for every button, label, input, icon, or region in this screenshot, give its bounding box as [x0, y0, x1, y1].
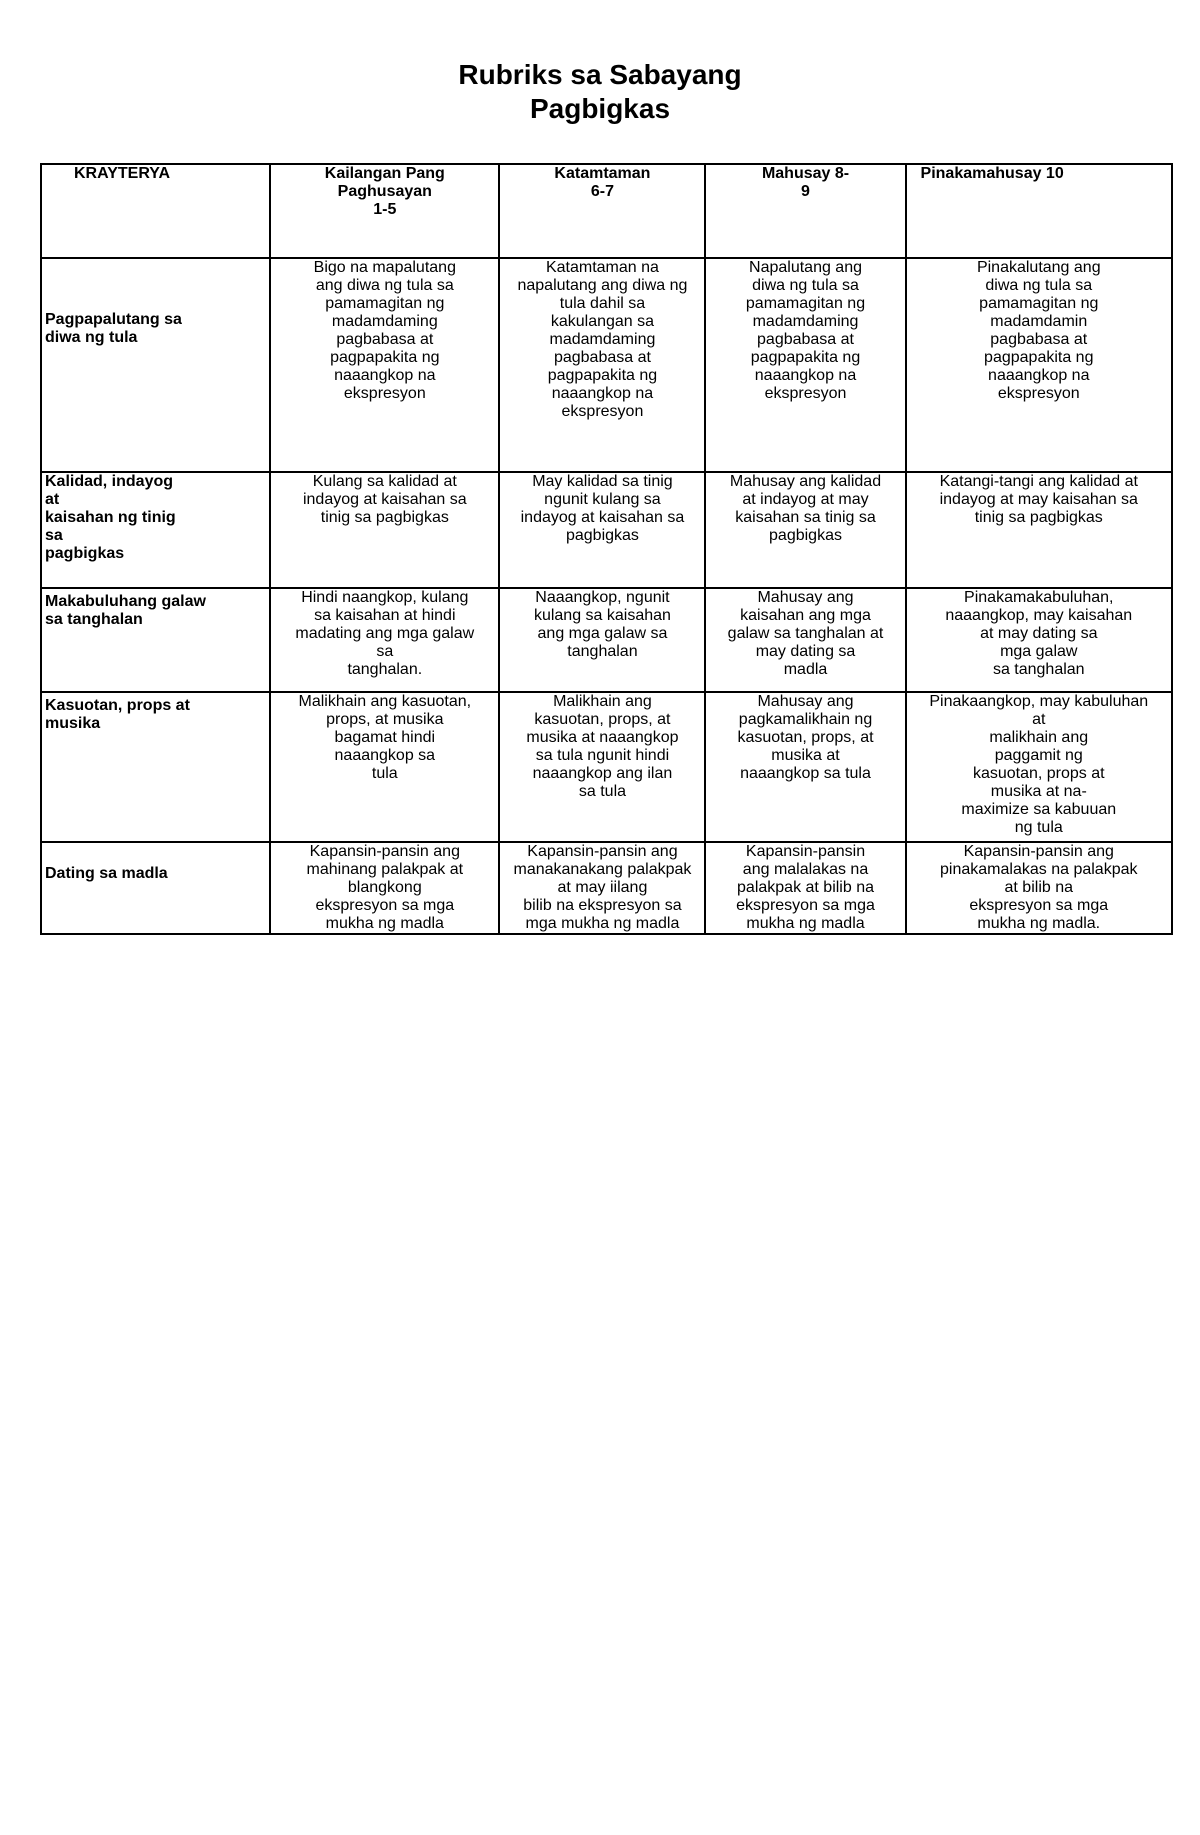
table-row — [41, 692, 1172, 842]
table-row — [41, 472, 1172, 588]
header-level-2: Katamtaman 6-7 — [499, 164, 705, 258]
criteria-cell: Kasuotan, props at musika — [41, 692, 270, 842]
title-line-1: Rubriks sa Sabayang — [458, 59, 742, 90]
level-2-cell: Naaangkop, ngunit kulang sa kaisahan ang mga galaw sa tanghalan — [499, 588, 705, 692]
level-1-cell: Malikhain ang kasuotan, props, at musika bagamat hindi naaangkop sa tula — [270, 692, 499, 842]
header-level-1: Kailangan Pang Paghusayan 1-5 — [270, 164, 499, 258]
table-row — [41, 258, 1172, 472]
level-1-cell: Kapansin-pansin ang mahinang palakpak at blangkong ekspresyon sa mga mukha ng madla — [270, 842, 499, 934]
level-1-cell: Bigo na mapalutang ang diwa ng tula sa pamamagitan ng madamdaming pagbabasa at pagpapakita ng naaangkop na ekspresyon — [270, 258, 499, 472]
header-row — [41, 164, 1172, 258]
table-row — [41, 588, 1172, 692]
criteria-cell: Makabuluhang galaw sa tanghalan — [41, 588, 270, 692]
level-4-cell: Kapansin-pansin ang pinakamalakas na palakpak at bilib na ekspresyon sa mga mukha ng madla. — [906, 842, 1172, 934]
level-4-cell: Pinakamakabuluhan, naaangkop, may kaisahan at may dating sa mga galaw sa tanghalan — [906, 588, 1172, 692]
level-2-cell: May kalidad sa tinig ngunit kulang sa indayog at kaisahan sa pagbigkas — [499, 472, 705, 588]
table-row — [41, 842, 1172, 934]
level-3-cell: Mahusay ang pagkamalikhain ng kasuotan, props, at musika at naaangkop sa tula — [705, 692, 905, 842]
criteria-cell: Pagpapalutang sa diwa ng tula — [41, 258, 270, 472]
header-level-4: Pinakamahusay 10 — [906, 164, 1172, 258]
rubric-table — [40, 163, 1173, 935]
level-2-cell: Katamtaman na napalutang ang diwa ng tula dahil sa kakulangan sa madamdaming pagbabasa at pagpapakita ng naaangkop na ekspresyon — [499, 258, 705, 472]
level-4-cell: Pinakalutang ang diwa ng tula sa pamamagitan ng madamdamin pagbabasa at pagpapakita ng naaangkop na ekspresyon — [906, 258, 1172, 472]
level-4-cell: Pinakaangkop, may kabuluhan at malikhain ang paggamit ng kasuotan, props at musika at na- maximize sa kabuuan ng tula — [906, 692, 1172, 842]
level-3-cell: Mahusay ang kalidad at indayog at may kaisahan sa tinig sa pagbigkas — [705, 472, 905, 588]
level-1-cell: Hindi naangkop, kulang sa kaisahan at hindi madating ang mga galaw sa tanghalan. — [270, 588, 499, 692]
level-4-cell: Katangi-tangi ang kalidad at indayog at may kaisahan sa tinig sa pagbigkas — [906, 472, 1172, 588]
level-3-cell: Napalutang ang diwa ng tula sa pamamagitan ng madamdaming pagbabasa at pagpapakita ng naaangkop na ekspresyon — [705, 258, 905, 472]
title-line-2: Pagbigkas — [529, 93, 671, 124]
criteria-cell: Kalidad, indayog at kaisahan ng tinig sa pagbigkas — [41, 472, 270, 588]
level-3-cell: Kapansin-pansin ang malalakas na palakpak at bilib na ekspresyon sa mga mukha ng madla — [705, 842, 905, 934]
page-title — [0, 58, 1200, 126]
level-3-cell: Mahusay ang kaisahan ang mga galaw sa tanghalan at may dating sa madla — [705, 588, 905, 692]
level-2-cell: Kapansin-pansin ang manakanakang palakpak at may iilang bilib na ekspresyon sa mga mukha ng madla — [499, 842, 705, 934]
level-1-cell: Kulang sa kalidad at indayog at kaisahan sa tinig sa pagbigkas — [270, 472, 499, 588]
header-level-3: Mahusay 8- 9 — [705, 164, 905, 258]
header-criteria: KRAYTERYA — [41, 164, 270, 258]
level-2-cell: Malikhain ang kasuotan, props, at musika at naaangkop sa tula ngunit hindi naaangkop ang ilan sa tula — [499, 692, 705, 842]
criteria-cell: Dating sa madla — [41, 842, 270, 934]
